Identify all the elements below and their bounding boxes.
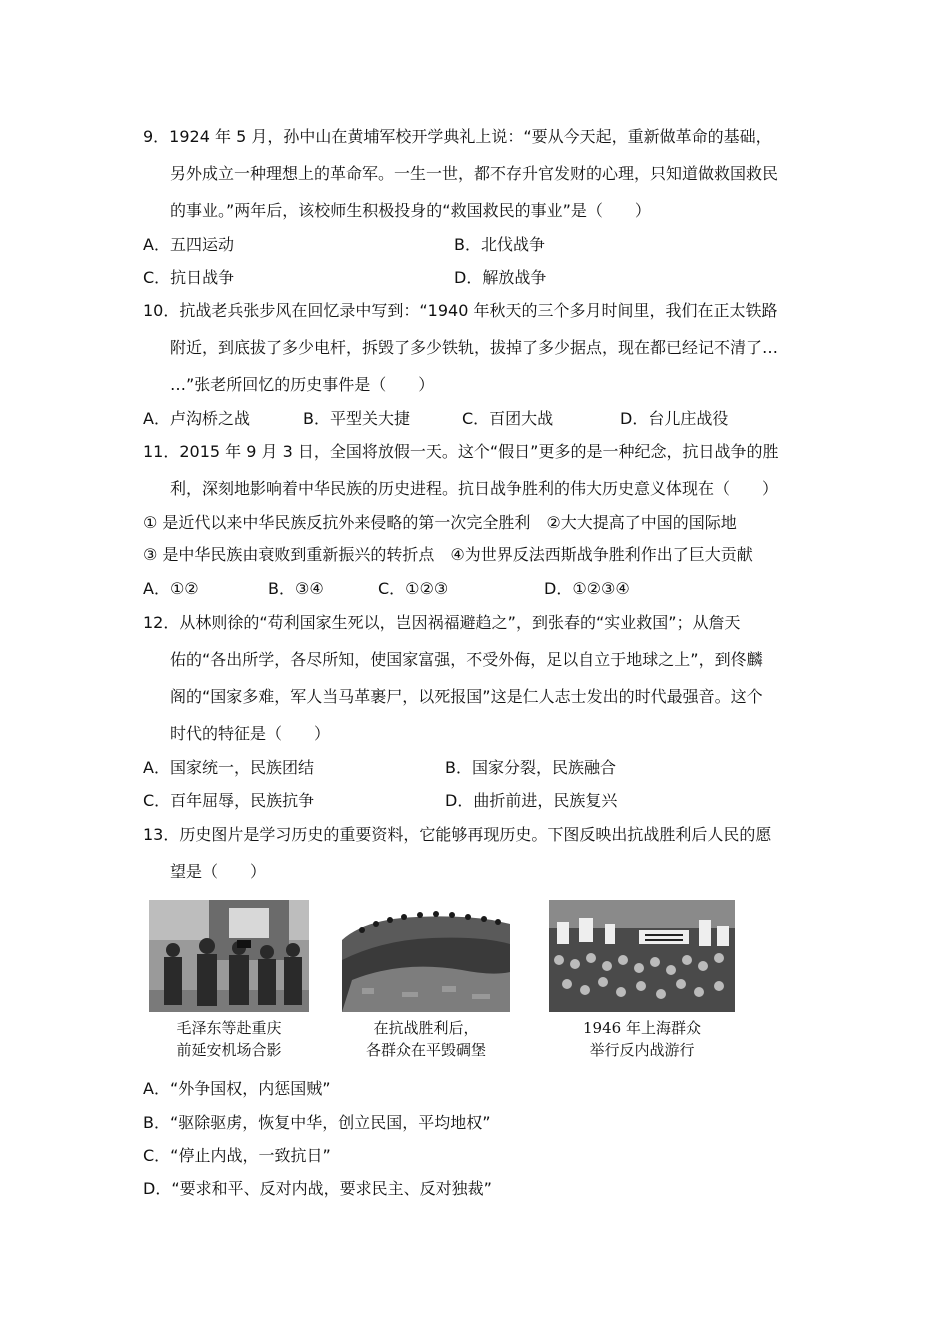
q9-stem-line-3: 的事业。”两年后，该校师生积极投身的“救国救民的事业”是（ ） xyxy=(170,201,651,220)
q10-stem-line-3: …”张老所回忆的历史事件是（ ） xyxy=(170,375,435,394)
q12-option-b: B．国家分裂，民族融合 xyxy=(445,758,616,777)
q9-option-d: D．解放战争 xyxy=(454,268,547,287)
q10-option-c: C．百团大战 xyxy=(462,409,554,428)
q9-option-a: A．五四运动 xyxy=(143,235,234,254)
q11-stem-line-2: 利，深刻地影响着中华民族的历史进程。抗日战争胜利的伟大历史意义体现在（ ） xyxy=(170,479,779,498)
q11-option-a: A．①② xyxy=(143,579,199,598)
q11-option-b: B．③④ xyxy=(268,579,324,598)
q13-stem-line-2: 望是（ ） xyxy=(170,862,267,881)
q9-option-c: C．抗日战争 xyxy=(143,268,235,287)
q11-option-d: D．①②③④ xyxy=(544,579,630,598)
photo-blockhouse xyxy=(342,900,510,1012)
q12-stem-line-1: 12．从林则徐的“苟利国家生死以，岂因祸福避趋之”，到张春的“实业救国”；从詹天 xyxy=(143,613,741,632)
photo-1-caption-line-2: 前延安机场合影 xyxy=(176,1041,282,1059)
photo-shanghai-protest xyxy=(549,900,735,1012)
q13-stem-line-1: 13．历史图片是学习历史的重要资料，它能够再现历史。下图反映出抗战胜利后人民的愿 xyxy=(143,825,772,844)
q13-option-c: C．“停止内战，一致抗日” xyxy=(143,1146,331,1165)
q13-option-a: A．“外争国权，内惩国贼” xyxy=(143,1079,331,1098)
q9-stem-line-1: 9．1924 年 5 月，孙中山在黄埔军校开学典礼上说：“要从今天起，重新做革命的基础， xyxy=(143,127,772,146)
photo-yanan-airport xyxy=(149,900,309,1012)
q10-option-d: D．台儿庄战役 xyxy=(620,409,729,428)
q11-items-line-1: ① 是近代以来中华民族反抗外来侵略的第一次完全胜利 ②大大提高了中国的国际地 xyxy=(143,513,737,532)
q13-option-d: D．“要求和平、反对内战，要求民主、反对独裁” xyxy=(143,1179,492,1198)
q11-stem-line-1: 11．2015 年 9 月 3 日，全国将放假一天。这个“假日”更多的是一种纪念，抗日战争的胜 xyxy=(143,442,779,461)
q12-stem-line-2: 佑的“各出所学，各尽所知，使国家富强，不受外侮，足以自立于地球之上”，到佟麟 xyxy=(170,650,763,669)
q11-items-line-2: ③ 是中华民族由衰败到重新振兴的转折点 ④为世界反法西斯战争胜利作出了巨大贡献 xyxy=(143,545,753,564)
q10-option-b: B．平型关大捷 xyxy=(303,409,410,428)
q11-option-c: C．①②③ xyxy=(378,579,449,598)
q12-option-d: D．曲折前进，民族复兴 xyxy=(445,791,618,810)
photo-1-caption-line-1: 毛泽东等赴重庆 xyxy=(176,1019,282,1037)
q9-stem-line-2: 另外成立一种理想上的革命军。一生一世，都不存升官发财的心理，只知道做救国救民 xyxy=(170,164,779,183)
q13-option-b: B．“驱除驱虏，恢复中华，创立民国，平均地权” xyxy=(143,1113,491,1132)
photo-3-caption-line-2: 举行反内战游行 xyxy=(589,1041,695,1059)
q12-stem-line-4: 时代的特征是（ ） xyxy=(170,724,331,743)
q12-option-c: C．百年屈辱，民族抗争 xyxy=(143,791,315,810)
q9-option-b: B．北伐战争 xyxy=(454,235,545,254)
q12-option-a: A．国家统一，民族团结 xyxy=(143,758,314,777)
q12-stem-line-3: 阁的“国家多难，军人当马革裹尸，以死报国”这是仁人志士发出的时代最强音。这个 xyxy=(170,687,763,706)
photo-2-caption-line-1: 在抗战胜利后， xyxy=(373,1019,479,1037)
q10-stem-line-1: 10．抗战老兵张步风在回忆录中写到：“1940 年秋天的三个多月时间里，我们在正太铁路 xyxy=(143,301,778,320)
q10-option-a: A．卢沟桥之战 xyxy=(143,409,250,428)
photo-2-caption-line-2: 各群众在平毁碉堡 xyxy=(365,1041,486,1059)
q10-stem-line-2: 附近，到底拔了多少电杆，拆毁了多少铁轨，拔掉了多少据点，现在都已经记不清了… xyxy=(170,338,779,357)
photo-3-caption-line-1: 1946 年上海群众 xyxy=(583,1019,701,1037)
